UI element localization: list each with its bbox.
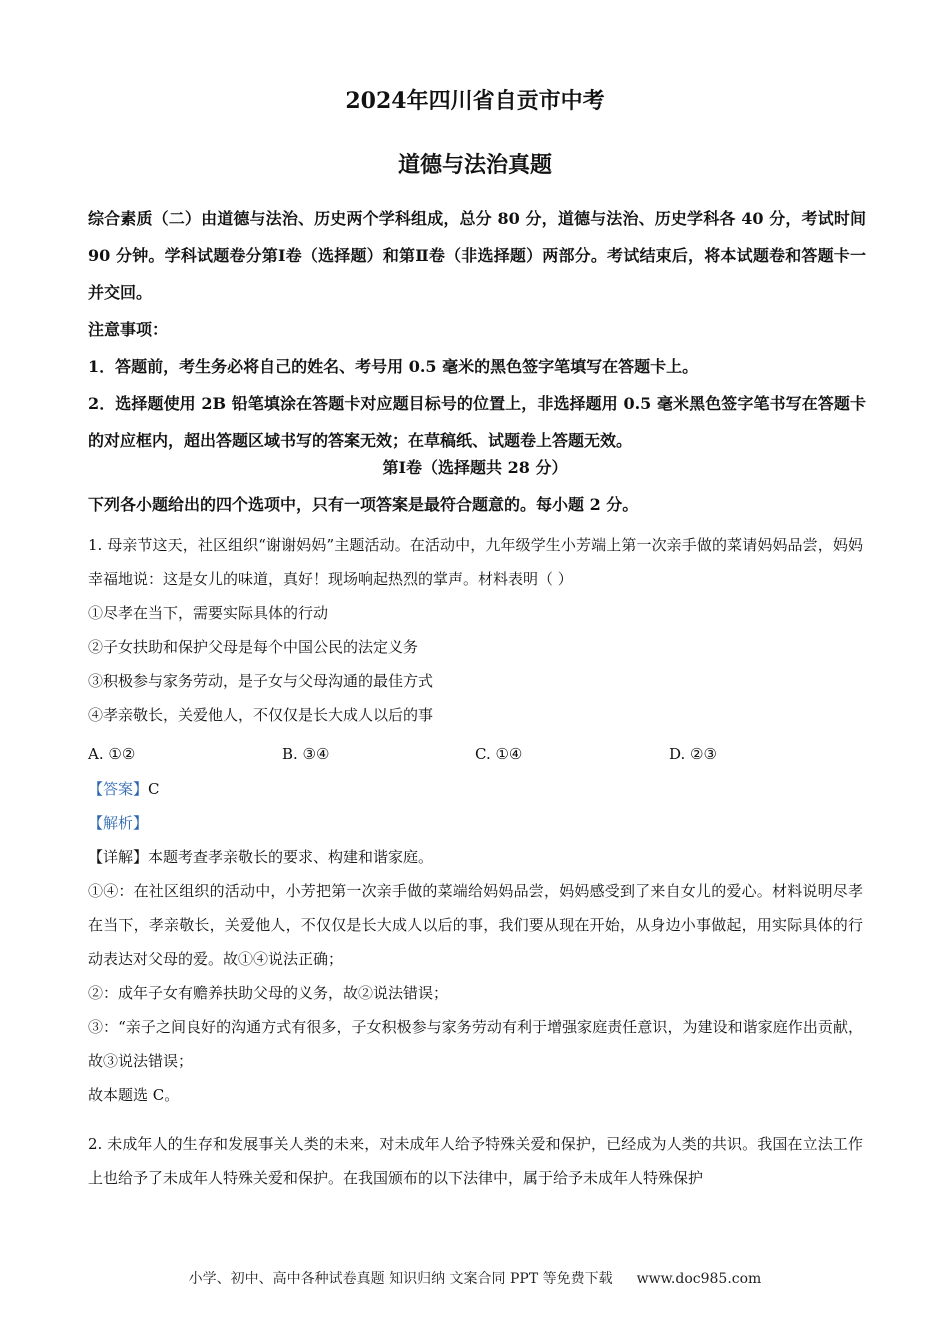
option-b: B. ③④ (282, 745, 330, 763)
exam-instructions (88, 200, 866, 459)
option-c: C. ①④ (475, 745, 523, 763)
question-1 (88, 528, 863, 732)
notice-label: 注意事项： (88, 320, 169, 339)
analysis-tag: 【解析】 (88, 814, 149, 832)
question-2-stem: 2. 未成年人的生存和发展事关人类的未来，对未成年人给予特殊关爱和保护，已经成为人类的共识。我国在立法工作上也给予了未成年人特殊关爱和保护。在我国颁布的以下法律中，属于给予未成年人特殊保护 (88, 1135, 863, 1187)
question-1-solution (88, 772, 863, 1112)
question-1-stem: 1. 母亲节这天，社区组织“谢谢妈妈”主题活动。在活动中，九年级学生小芳端上第一次亲手做的菜请妈妈品尝，妈妈幸福地说：这是女儿的味道，真好！现场响起热烈的掌声。材料表明（ ） (88, 536, 863, 588)
intro-paragraph: 综合素质（二）由道德与法治、历史两个学科组成，总分 80 分，道德与法治、历史学科各 40 分，考试时间 90 分钟。学科试题卷分第Ⅰ卷（选择题）和第Ⅱ卷（非选择题）两部分。考试结束后，将本试题卷和答题卡一并交回。 (88, 209, 866, 302)
notice-item-1: 1．答题前，考生务必将自己的姓名、考号用 0.5 毫米的黑色签字笔填写在答题卡上。 (88, 357, 699, 376)
option-a: A. ①② (88, 745, 136, 763)
question-2 (88, 1127, 863, 1195)
answer-value: C (148, 780, 160, 798)
section-title: 第Ⅰ卷（选择题共 28 分） (382, 458, 568, 477)
exam-subtitle: 道德与法治真题 (397, 152, 552, 178)
section-instruction: 下列各小题给出的四个选项中，只有一项答案是最符合题意的。每小题 2 分。 (88, 495, 639, 514)
footer-text: 小学、初中、高中各种试卷真题 知识归纳 文案合同 PPT 等免费下载 (188, 1271, 613, 1287)
question-1-item-2: ②子女扶助和保护父母是每个中国公民的法定义务 (88, 638, 419, 656)
detail-intro: 本题考查孝亲敬长的要求、构建和谐家庭。 (148, 848, 434, 866)
exam-title: 2024年四川省自贡市中考 (345, 88, 605, 114)
detail-intro-line (88, 840, 863, 874)
conclusion: 故本题选 C。 (88, 1086, 180, 1104)
question-1-options (88, 737, 863, 771)
analysis-line (88, 806, 863, 840)
question-1-item-1: ①尽孝在当下，需要实际具体的行动 (88, 604, 329, 622)
notice-item-2: 2．选择题使用 2B 铅笔填涂在答题卡对应题目标号的位置上，非选择题用 0.5 毫米黑色签字笔书写在答题卡的对应框内，超出答题区域书写的答案无效；在草稿纸、试题卷上答题无效。 (88, 394, 866, 450)
detail-1: ①④：在社区组织的活动中，小芳把第一次亲手做的菜端给妈妈品尝，妈妈感受到了来自女儿的爱心。材料说明尽孝在当下，孝亲敬长，关爱他人，不仅仅是长大成人以后的事，我们要从现在开始，从身边小事做起，用实际具体的行动表达对父母的爱。故①④说法正确； (88, 882, 863, 968)
answer-line (88, 772, 863, 806)
page-footer (0, 1268, 950, 1288)
question-1-item-4: ④孝亲敬长，关爱他人，不仅仅是长大成人以后的事 (88, 706, 434, 724)
answer-tag: 【答案】 (88, 780, 149, 798)
detail-tag: 【详解】 (88, 848, 149, 866)
detail-2: ②：成年子女有赡养扶助父母的义务，故②说法错误； (88, 984, 449, 1002)
option-d: D. ②③ (669, 745, 717, 763)
detail-3: ③：“亲子之间良好的沟通方式有很多，子女积极参与家务劳动有利于增强家庭责任意识，为建设和谐家庭作出贡献，故③说法错误； (88, 1018, 863, 1070)
question-1-item-3: ③积极参与家务劳动，是子女与父母沟通的最佳方式 (88, 672, 434, 690)
footer-url: www.doc985.com (636, 1271, 762, 1287)
